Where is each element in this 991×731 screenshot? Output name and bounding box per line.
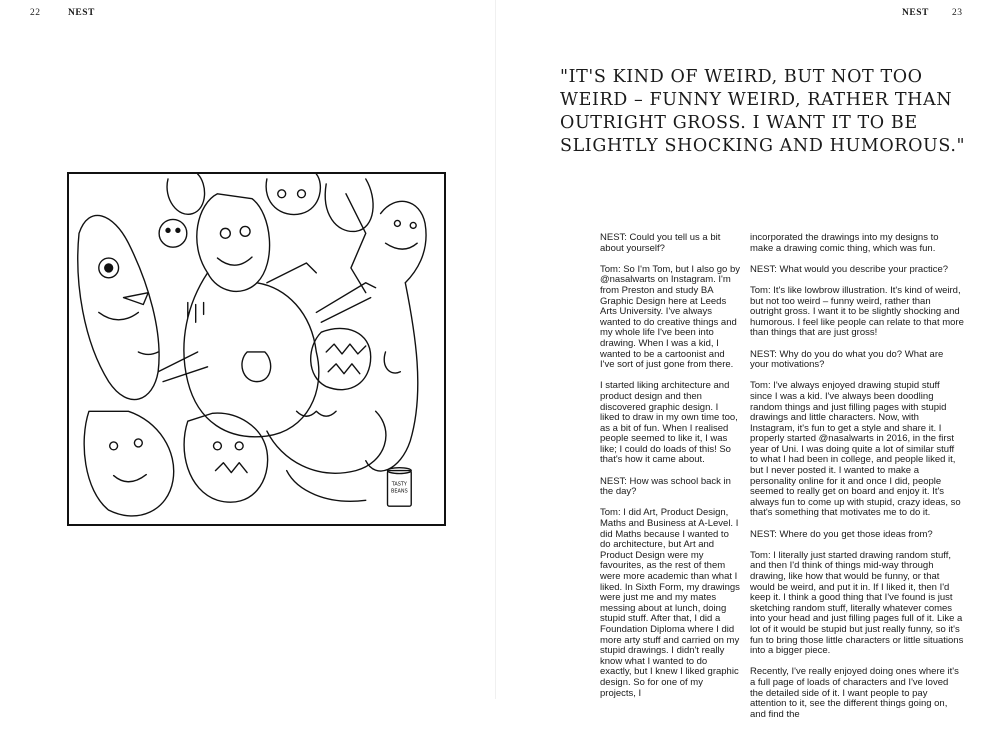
article-column-1 xyxy=(600,233,740,710)
page-gutter xyxy=(495,0,496,699)
paragraph: NEST: Could you tell us a bit about yourself? xyxy=(600,232,721,254)
paragraph: NEST: What would you describe your practice? xyxy=(750,263,949,275)
paragraph: Tom: So I'm Tom, but I also go by @nasalwarts on Instagram. I'm from Preston and study BA Graphic Design here at Leeds Arts University. I've always wanted to do creative things and my whole life I've been into drawing. When I was a kid, I wanted to be a cartoonist and I've sort of just gone from there. xyxy=(600,263,740,371)
svg-text:TASTY: TASTY xyxy=(391,481,407,488)
line-art-illustration xyxy=(67,172,446,526)
right-running-title: NEST xyxy=(902,8,929,18)
paragraph: incorporated the drawings into my designs to make a drawing comic thing, which was fun. xyxy=(750,232,939,254)
svg-text:BEANS: BEANS xyxy=(391,488,408,495)
paragraph: Tom: I've always enjoyed drawing stupid stuff since I was a kid. I've always been doodling random things and just filling pages with stupid drawings and little characters. Now, with Instagram, it's fun to get a style and share it. I properly started @nasalwarts in 2016, in the first year of Uni. I was doing quite a lot of similar stuff to what I had been in college, and people liked it, but I never posted it. I wanted to make a personality online for it and once I did, people seemed to really get on board and enjoy it. It's always fun to come up with stupid, crazy ideas, so that's something that motivates me to do it. xyxy=(750,380,961,519)
paragraph: Tom: I literally just started drawing random stuff, and then I'd think of things mid-way through drawing, like how that would be funny, or that would be weird, and put it in. If I liked it, then I'd keep it. I think a good thing that I've found is just sketching random stuff, literally whatever comes into your head and just filling pages full of it. Like a lot of it would be stupid but just really funny, so it's fun to bring those little characters or little situations into a bigger piece. xyxy=(750,549,964,657)
paragraph: NEST: Where do you get those ideas from? xyxy=(750,528,933,540)
paragraph: NEST: Why do you do what you do? What are your motivations? xyxy=(750,348,944,371)
paragraph: I started liking architecture and product design and then discovered graphic design. I liked to draw in my own time too, as a bit of fun. When I realised people seemed to like it, I was like; I could do loads of this! So that's how it came about. xyxy=(600,380,738,466)
left-page-number: 22 xyxy=(30,8,41,18)
left-running-title: NEST xyxy=(68,8,95,18)
paragraph: Tom: I did Art, Product Design, Maths and Business at A-Level. I did Maths because I wanted to do architecture, but Art and Product Design were my favourites, as the rest of them were more academic than what I liked. In Sixth Form, my drawings were just me and my mates messing about at lunch, doing stupid stuff. After that, I did a Foundation Diploma where I did more arty stuff and carried on my stupid drawings. I didn't really know what I wanted to do exactly, but I knew I liked graphic design. So for one of my projects, I xyxy=(600,507,740,699)
article-column-2 xyxy=(750,233,964,731)
paragraph: NEST: How was school back in the day? xyxy=(600,475,731,498)
right-page-number: 23 xyxy=(952,8,963,18)
paragraph: Recently, I've really enjoyed doing ones where it's a full page of loads of characters and I've loved the detailed side of it. I want people to pay attention to it, see the different things going on, and find the xyxy=(750,666,959,720)
paragraph: Tom: It's like lowbrow illustration. It's kind of weird, but not too weird – funny weird, rather than outright gross. I want it to be slightly shocking and humorous. I feel like people can relate to that more than things that are just gross! xyxy=(750,284,964,339)
pull-quote: "IT'S KIND OF WEIRD, BUT NOT TOO WEIRD – FUNNY WEIRD, RATHER THAN OUTRIGHT GROSS. I WANT IT TO BE SLIGHTLY SHOCKING AND HUMOROUS." xyxy=(560,67,966,156)
